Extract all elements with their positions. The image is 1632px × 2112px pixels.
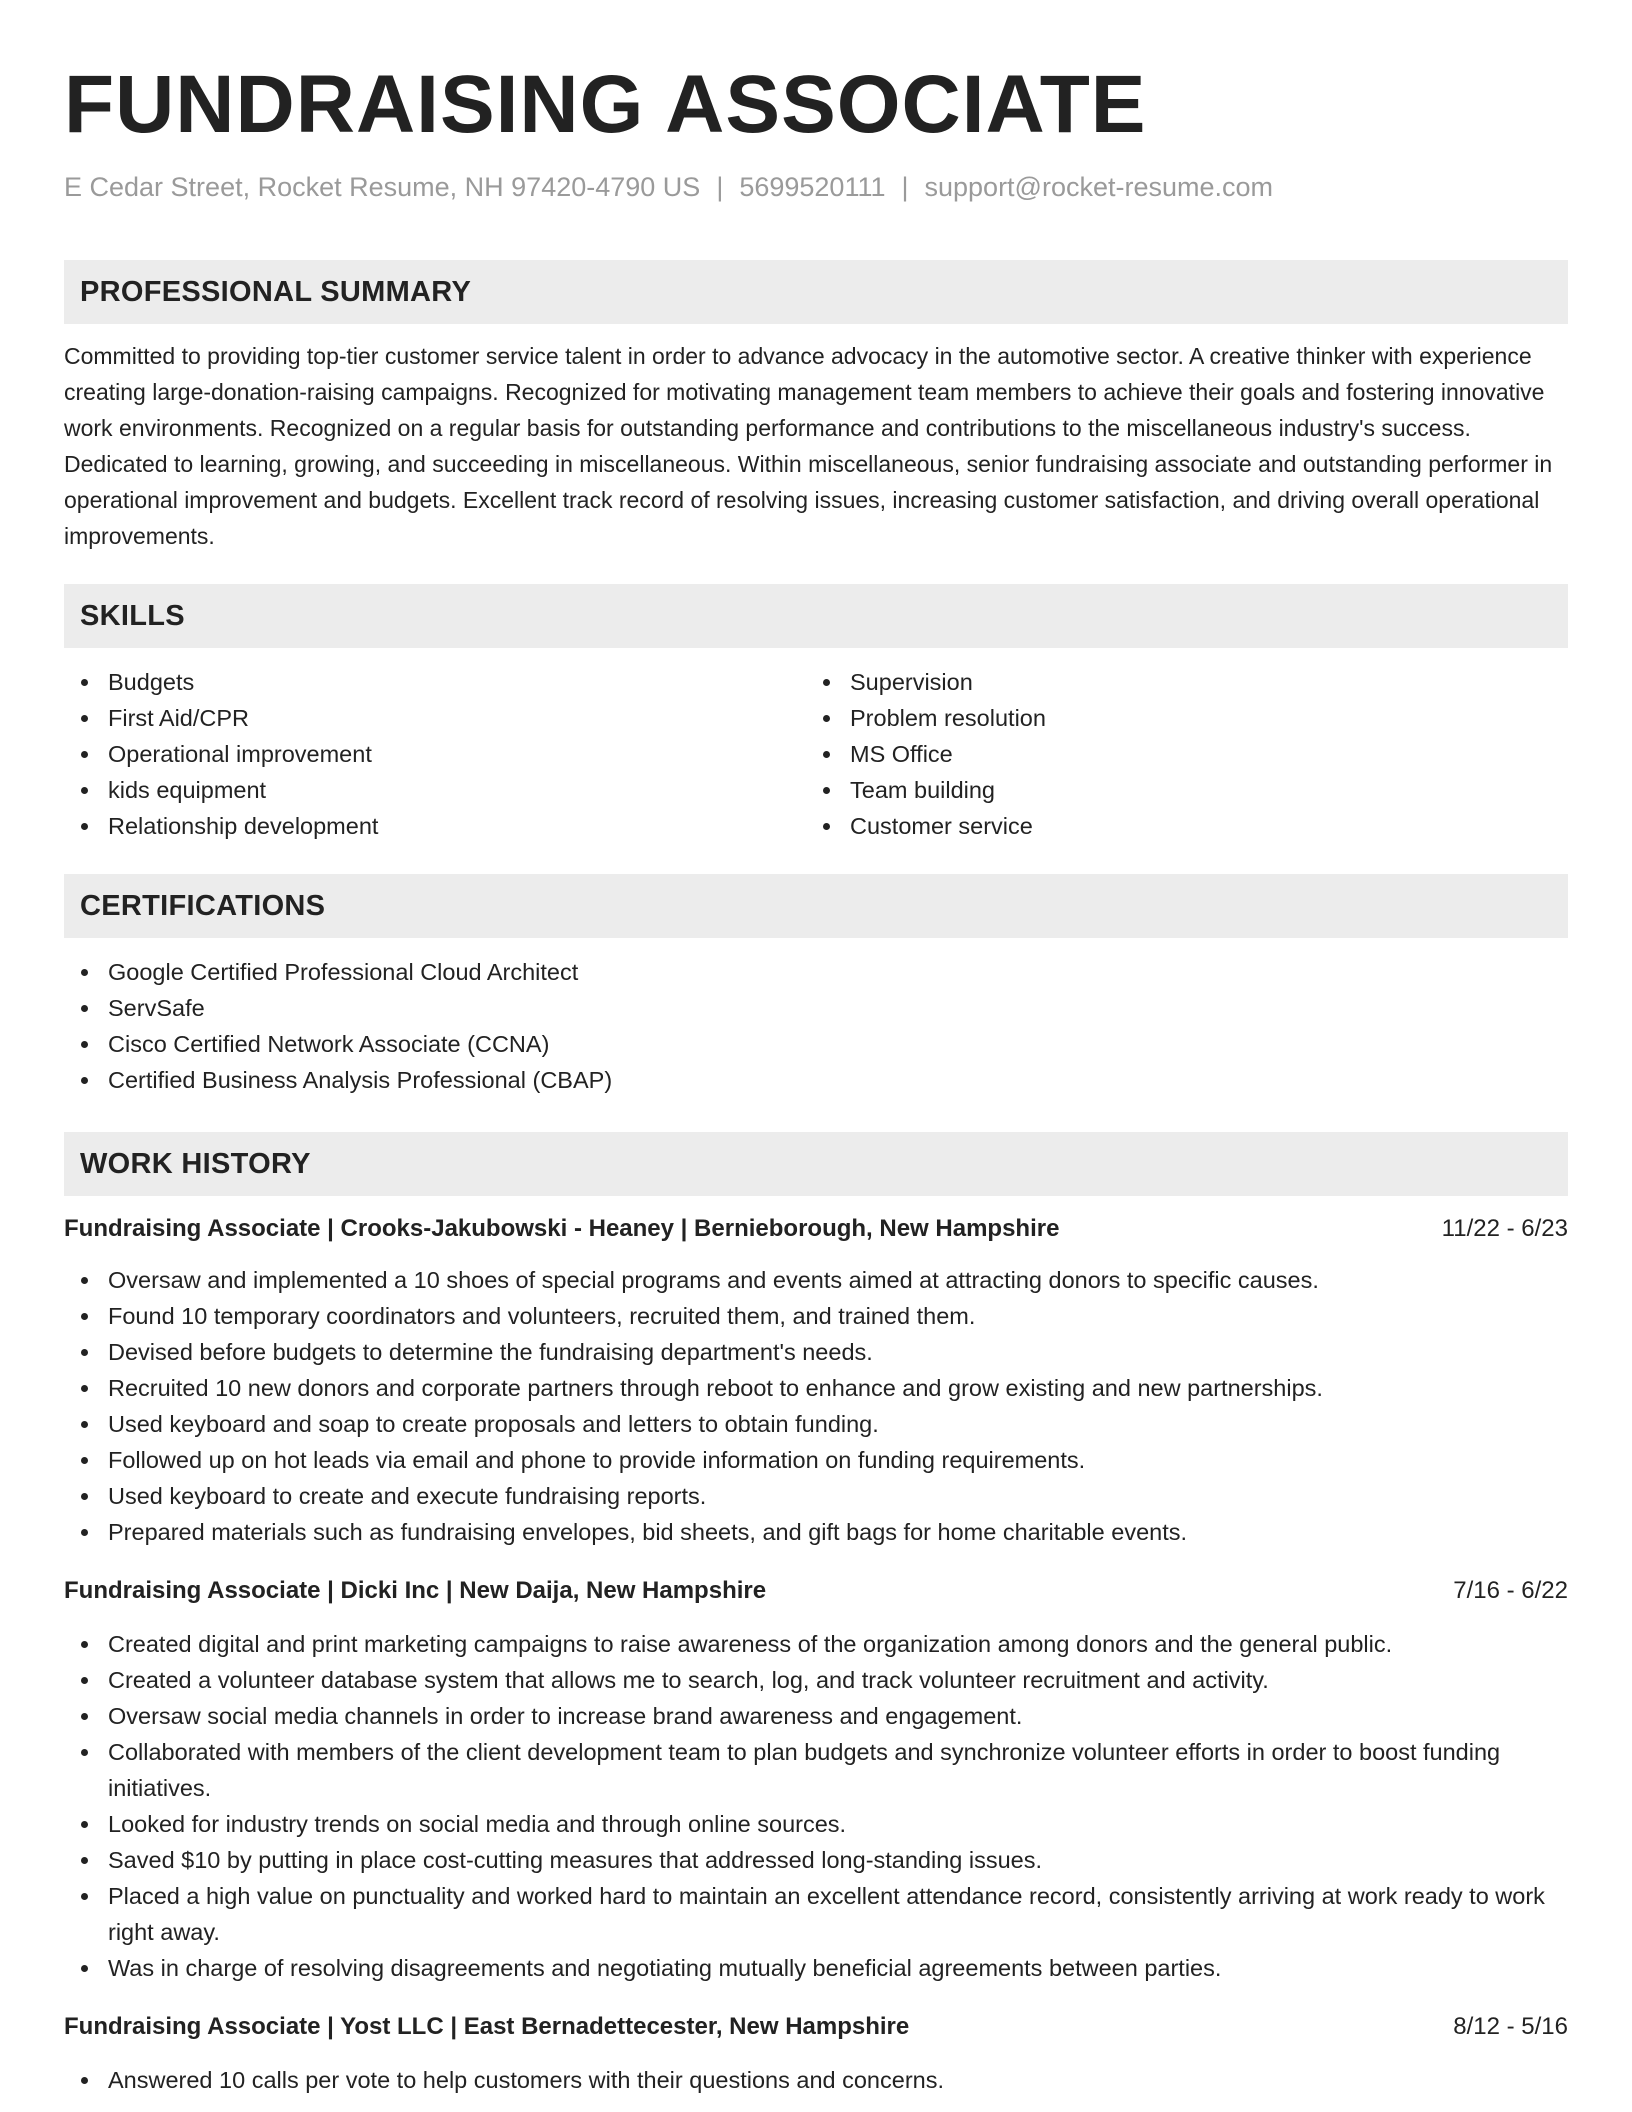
job-entry: [64, 2010, 1568, 2098]
job-title: Fundraising Associate | Dicki Inc | New Daija, New Hampshire: [64, 1577, 767, 1604]
summary-text: Committed to providing top-tier customer service talent in order to advance advocacy in the automotive sector. A creative thinker with experience creating large-donation-raising campaigns. Recognized for motivating management team members to achieve their goals and fostering innovative work environments. Recognized on a regular basis for outstanding performance and contributions to the miscellaneous industry's success. Dedicated to learning, growing, and succeeding in miscellaneous. Within miscellaneous, senior fundraising associate and outstanding performer in operational improvement and budgets. Excellent track record of resolving issues, increasing customer satisfaction, and driving overall operational improvements.: [64, 343, 1553, 549]
job-dates: 8/12 - 5/16: [1453, 2013, 1568, 2040]
certifications-list: [64, 954, 1568, 1098]
skills-heading: SKILLS: [64, 584, 1568, 648]
job-bullets: [64, 1262, 1568, 1550]
job-header: [64, 2010, 1568, 2044]
certification-item: ServSafe: [108, 990, 1568, 1026]
skill-item: First Aid/CPR: [108, 700, 806, 736]
skill-item: Relationship development: [108, 808, 806, 844]
contact-phone: 5699520111: [739, 172, 886, 202]
contact-separator: |: [716, 172, 724, 202]
job-bullet: Saved $10 by putting in place cost-cutting measures that addressed long-standing issues.: [108, 1842, 1568, 1878]
job-bullet: Prepared materials such as fundraising envelopes, bid sheets, and gift bags for home charitable events.: [108, 1514, 1568, 1550]
job-bullet: Collaborated with members of the client development team to plan budgets and synchronize volunteer efforts in order to boost funding initiatives.: [108, 1734, 1568, 1806]
resume-title: FUNDRAISING ASSOCIATE: [64, 59, 1147, 150]
job-bullets: [64, 1626, 1568, 1986]
skills-list: [64, 664, 1568, 844]
summary-heading: PROFESSIONAL SUMMARY: [64, 260, 1568, 324]
job-header: [64, 1212, 1568, 1246]
job-bullet: Looked for industry trends on social media and through online sources.: [108, 1806, 1568, 1842]
certification-item: Cisco Certified Network Associate (CCNA): [108, 1026, 1568, 1062]
job-bullet: Followed up on hot leads via email and phone to provide information on funding requirements.: [108, 1442, 1568, 1478]
skills-column-right: [806, 664, 1548, 844]
resume-page: [64, 0, 1568, 2098]
skill-item: Problem resolution: [850, 700, 1548, 736]
job-title: Fundraising Associate | Crooks-Jakubowski - Heaney | Bernieborough, New Hampshire: [64, 1215, 1060, 1242]
certifications-heading: CERTIFICATIONS: [64, 874, 1568, 938]
job-header: [64, 1574, 1568, 1608]
job-bullet: Created a volunteer database system that allows me to search, log, and track volunteer recruitment and activity.: [108, 1662, 1568, 1698]
job-bullet: Placed a high value on punctuality and worked hard to maintain an excellent attendance record, consistently arriving at work ready to work right away.: [108, 1878, 1568, 1950]
skills-column-left: [64, 664, 806, 844]
skill-item: Operational improvement: [108, 736, 806, 772]
job-bullet: Recruited 10 new donors and corporate partners through reboot to enhance and grow existing and new partnerships.: [108, 1370, 1568, 1406]
skill-item: Team building: [850, 772, 1548, 808]
contact-separator: |: [901, 172, 909, 202]
job-bullet: Devised before budgets to determine the fundraising department's needs.: [108, 1334, 1568, 1370]
job-bullet: Created digital and print marketing campaigns to raise awareness of the organization among donors and the general public.: [108, 1626, 1568, 1662]
job-bullet: Used keyboard to create and execute fundraising reports.: [108, 1478, 1568, 1514]
job-bullet: Answered 10 calls per vote to help customers with their questions and concerns.: [108, 2062, 1568, 2098]
skill-item: Budgets: [108, 664, 806, 700]
job-dates: 7/16 - 6/22: [1453, 1577, 1568, 1604]
contact-line: [64, 170, 1568, 204]
certification-item: Google Certified Professional Cloud Architect: [108, 954, 1568, 990]
job-bullet: Found 10 temporary coordinators and volunteers, recruited them, and trained them.: [108, 1298, 1568, 1334]
skill-item: MS Office: [850, 736, 1548, 772]
certification-item: Certified Business Analysis Professional (CBAP): [108, 1062, 1568, 1098]
skill-item: Supervision: [850, 664, 1548, 700]
job-entry: [64, 1212, 1568, 1550]
skill-item: kids equipment: [108, 772, 806, 808]
contact-address: E Cedar Street, Rocket Resume, NH 97420-4790 US: [64, 172, 701, 202]
job-bullet: Oversaw social media channels in order to increase brand awareness and engagement.: [108, 1698, 1568, 1734]
job-bullets: [64, 2062, 1568, 2098]
job-bullet: Oversaw and implemented a 10 shoes of special programs and events aimed at attracting donors to specific causes.: [108, 1262, 1568, 1298]
job-title: Fundraising Associate | Yost LLC | East Bernadettecester, New Hampshire: [64, 2013, 910, 2040]
skill-item: Customer service: [850, 808, 1548, 844]
job-entry: [64, 1574, 1568, 1986]
job-bullet: Was in charge of resolving disagreements and negotiating mutually beneficial agreements between parties.: [108, 1950, 1568, 1986]
job-dates: 11/22 - 6/23: [1441, 1215, 1568, 1242]
job-bullet: Used keyboard and soap to create proposals and letters to obtain funding.: [108, 1406, 1568, 1442]
contact-email: support@rocket-resume.com: [924, 172, 1274, 202]
work-history-heading: WORK HISTORY: [64, 1132, 1568, 1196]
